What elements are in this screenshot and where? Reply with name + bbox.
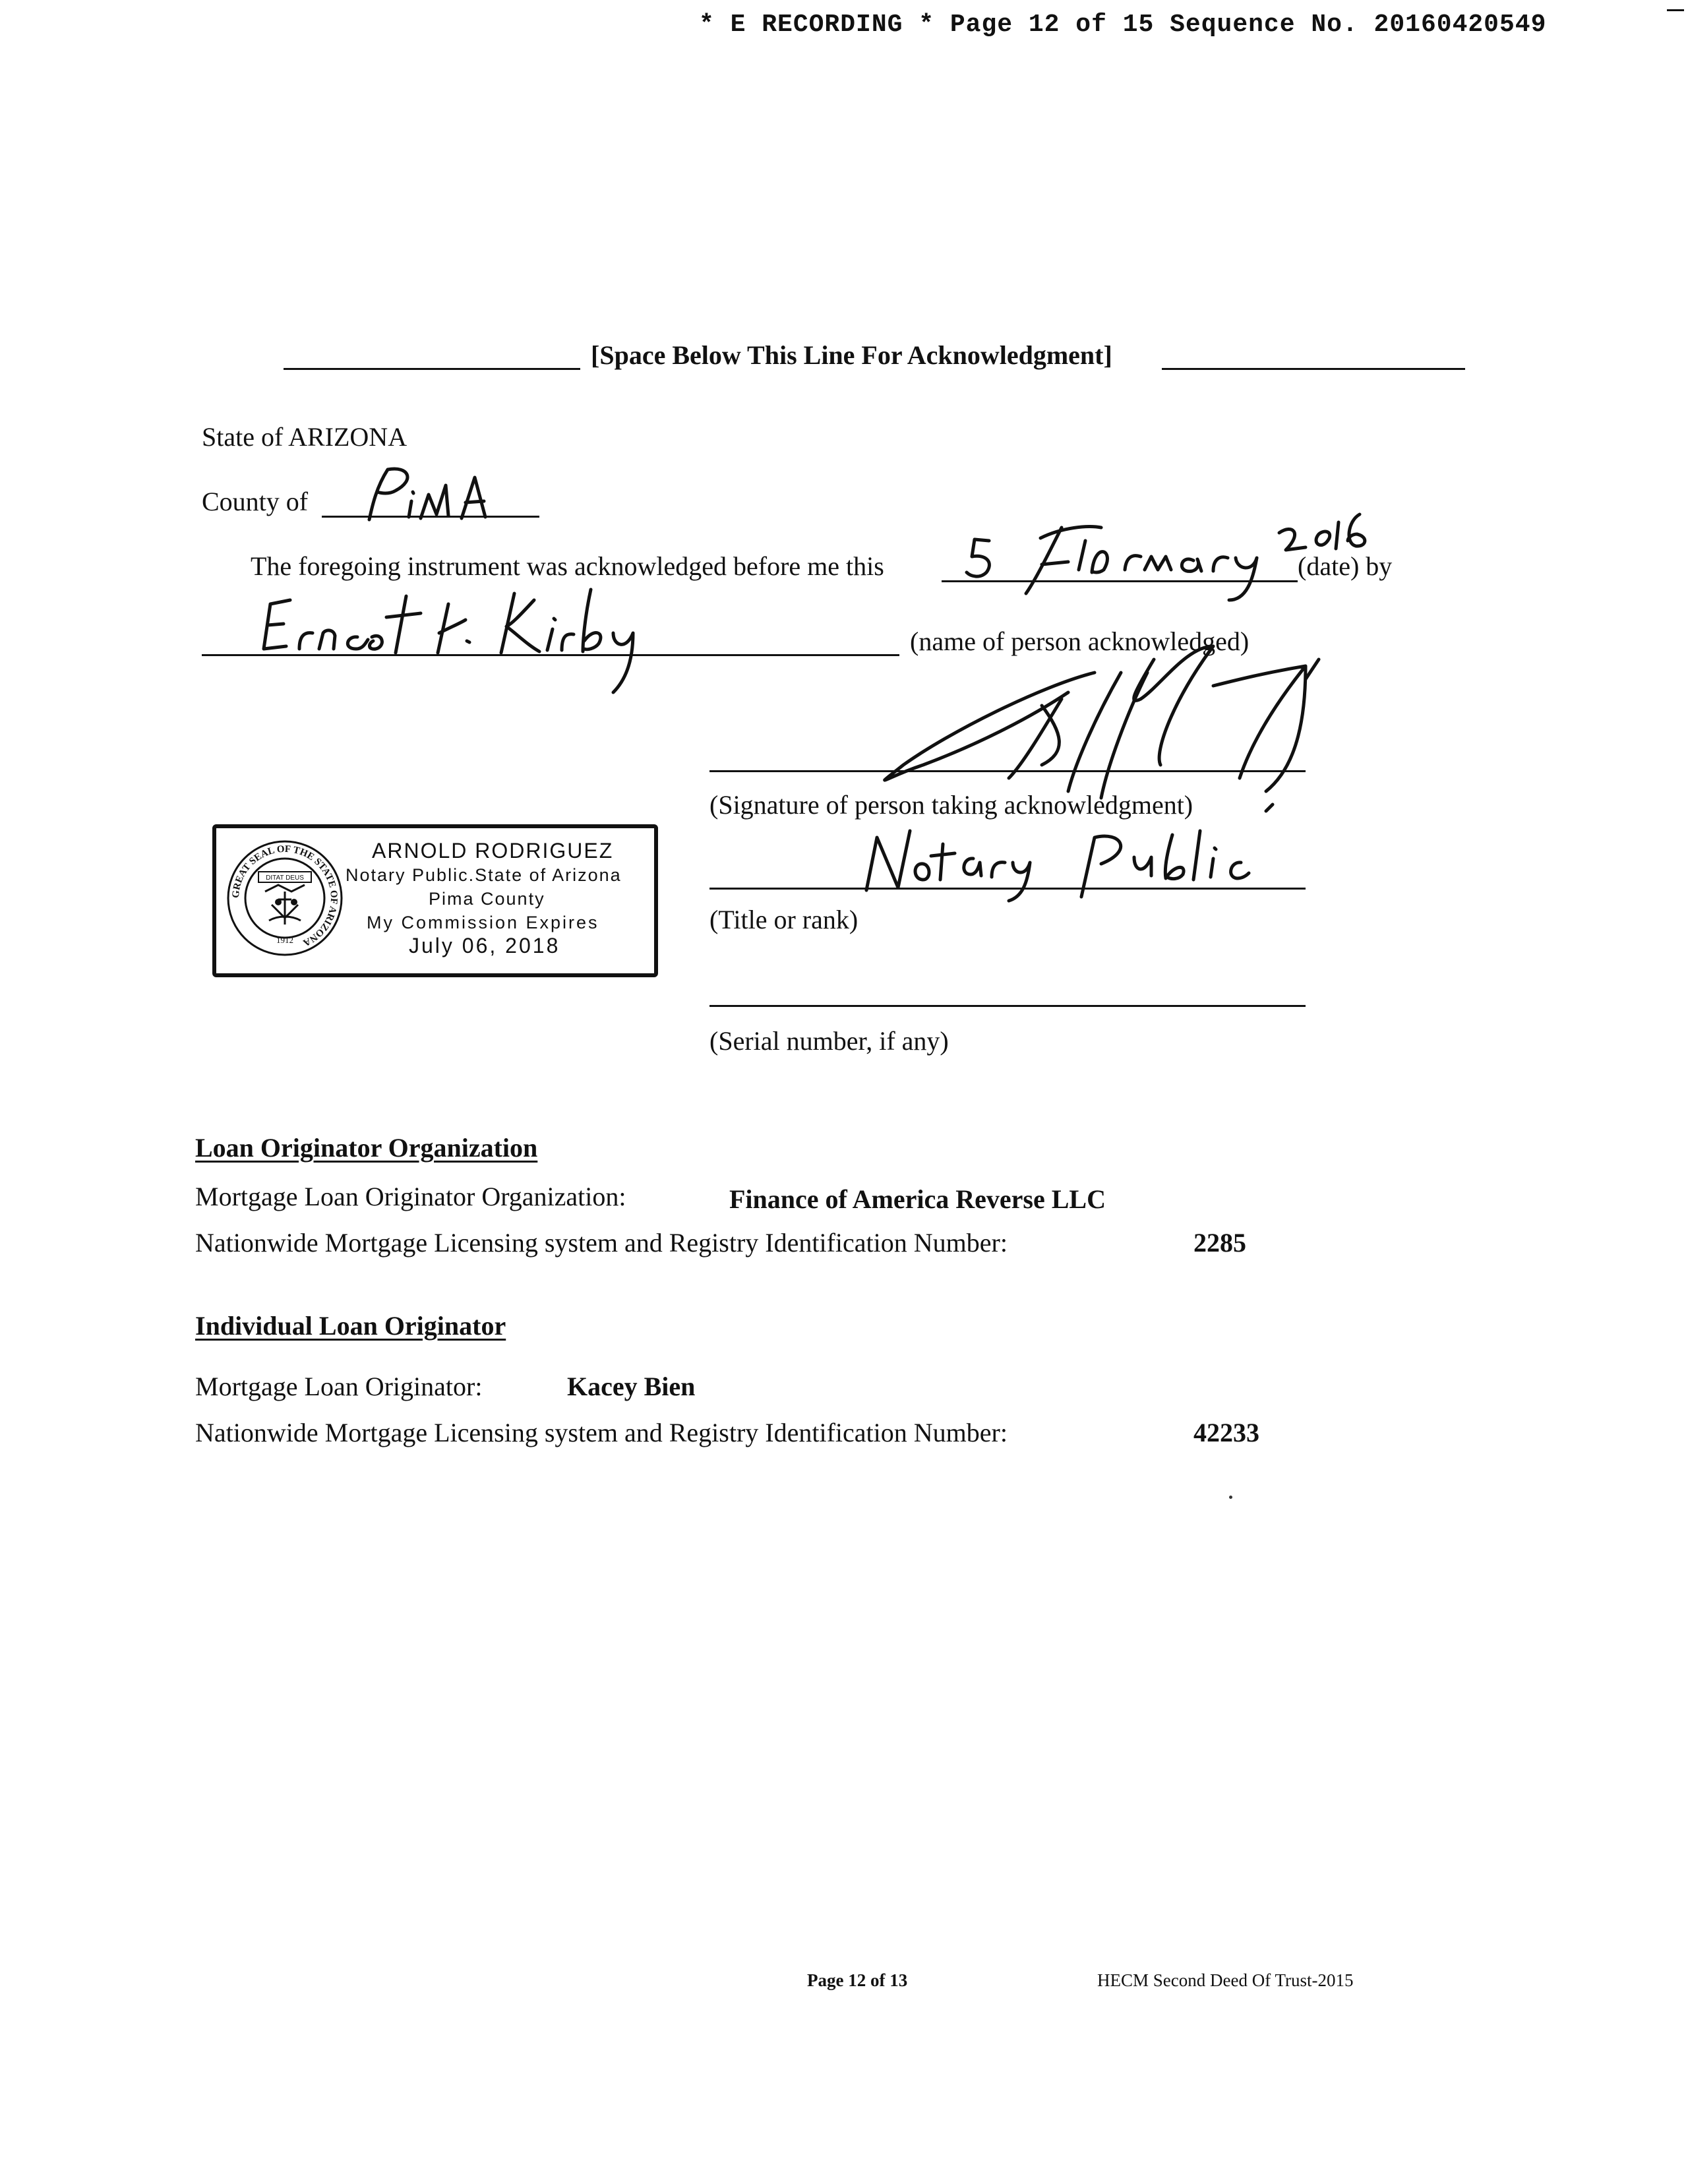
notary-expires: July 06, 2018 — [409, 934, 560, 957]
state-seal-emblem — [226, 839, 344, 957]
title-blank-line — [709, 888, 1306, 890]
originator-label: Mortgage Loan Originator: — [195, 1372, 483, 1401]
notary-seal-stamp — [212, 824, 658, 977]
serial-label: (Serial number, if any) — [709, 1026, 949, 1056]
seal-motto: DITAT DEUS — [266, 874, 304, 882]
county-label: County of — [202, 487, 309, 516]
notary-line-1: Notary Public.State of Arizona — [346, 865, 622, 885]
notary-line-3: My Commission Expires — [367, 913, 599, 932]
title-label: (Title or rank) — [709, 905, 859, 934]
signature-blank-line — [709, 770, 1306, 772]
seal-emblem-text: GREAT SEAL OF THE STATE OF ARIZONA — [230, 843, 340, 948]
person-handwritten-value — [257, 580, 666, 692]
footer-form-name: HECM Second Deed Of Trust-2015 — [1097, 1970, 1354, 1990]
notary-signature — [844, 633, 1345, 804]
notary-name: ARNOLD RODRIGUEZ — [372, 839, 614, 863]
seal-year: 1912 — [276, 935, 293, 945]
divider-rule-right — [1162, 368, 1465, 370]
date-handwritten-value — [963, 501, 1385, 593]
loan-originator-org-heading: Loan Originator Organization — [195, 1133, 538, 1163]
date-suffix: (date) by — [1298, 551, 1393, 581]
originator-nmls-label: Nationwide Mortgage Licensing system and Registry Identification Number: — [195, 1418, 1008, 1447]
edge-mark — [1667, 9, 1684, 11]
divider-rule-left — [284, 368, 580, 370]
county-handwritten-value — [349, 462, 547, 521]
serial-blank-line — [709, 1005, 1306, 1007]
originator-nmls-value: 42233 — [1193, 1418, 1259, 1447]
notary-line-2: Pima County — [429, 889, 545, 909]
originator-value: Kacey Bien — [567, 1372, 696, 1401]
recording-stamp: * E RECORDING * Page 12 of 15 Sequence No. 20160420549 — [699, 11, 1547, 39]
org-label: Mortgage Loan Originator Organization: — [195, 1182, 626, 1211]
individual-originator-heading: Individual Loan Originator — [195, 1311, 506, 1341]
org-value: Finance of America Reverse LLC — [729, 1184, 1106, 1214]
scan-speck — [1229, 1496, 1232, 1499]
person-label: (name of person acknowledged) — [910, 626, 1250, 656]
org-nmls-label: Nationwide Mortgage Licensing system and Registry Identification Number: — [195, 1228, 1008, 1258]
footer-page-number: Page 12 of 13 — [807, 1970, 908, 1990]
title-handwritten-value — [857, 824, 1253, 897]
foregoing-text: The foregoing instrument was acknowledged before me this — [251, 551, 884, 581]
acknowledgment-divider-label: [Space Below This Line For Acknowledgment] — [591, 340, 1112, 370]
org-nmls-value: 2285 — [1193, 1228, 1246, 1258]
signature-label: (Signature of person taking acknowledgment) — [709, 790, 1193, 820]
state-line: State of ARIZONA — [202, 422, 407, 452]
